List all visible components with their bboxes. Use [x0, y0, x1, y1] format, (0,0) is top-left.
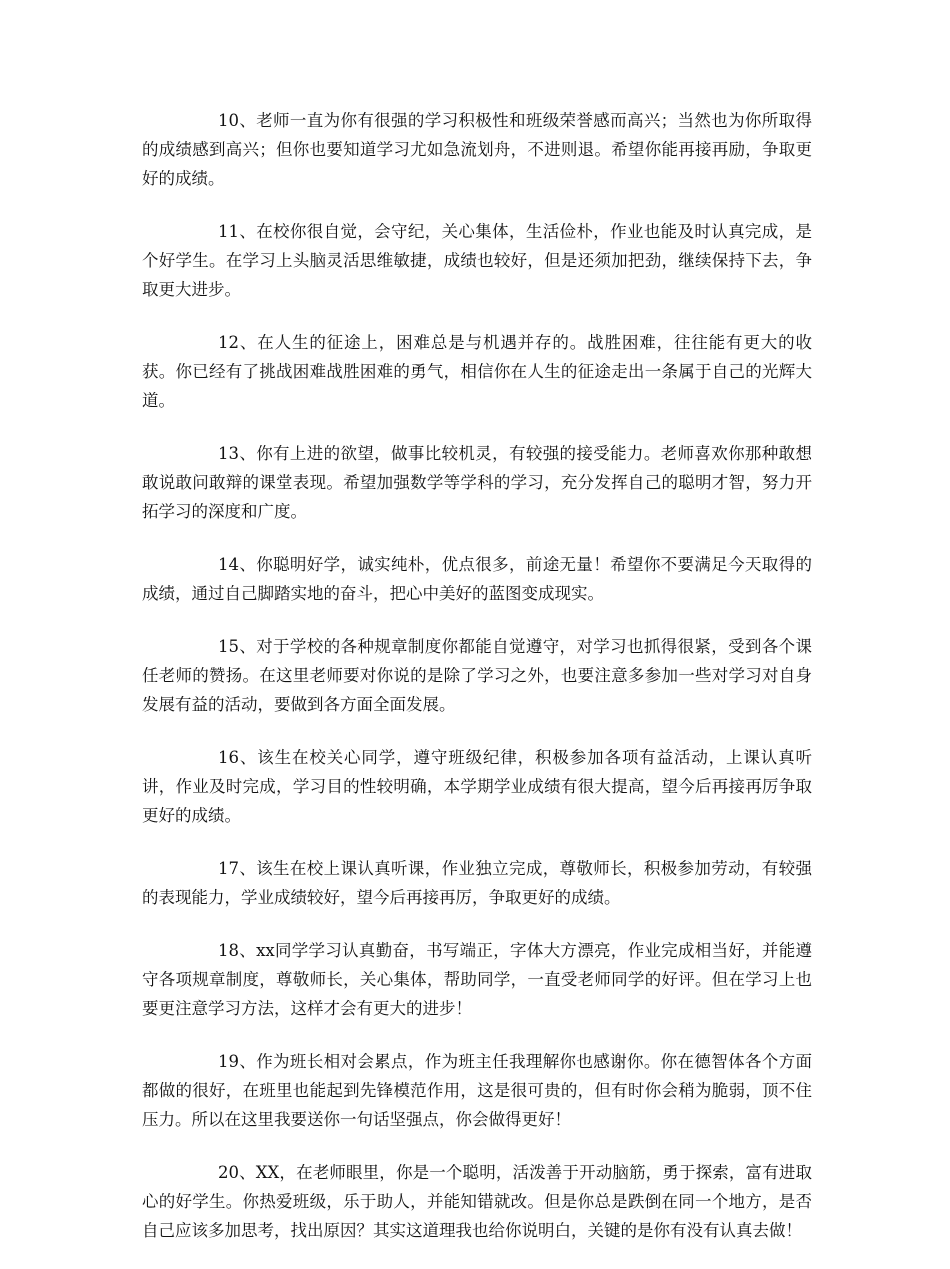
comment-paragraph-13: 13、你有上进的欲望，做事比较机灵，有较强的接受能力。老师喜欢你那种敢想敢说敢问敢辩的课堂表现。希望加强数学等学科的学习，充分发挥自己的聪明才智，努力开拓学习的深度和广度。 [142, 444, 812, 521]
comment-paragraph-14: 14、你聪明好学，诚实纯朴，优点很多，前途无量！希望你不要满足今天取得的成绩，通过自己脚踏实地的奋斗，把心中美好的蓝图变成现实。 [142, 555, 812, 603]
comment-paragraph-11: 11、在校你很自觉，会守纪，关心集体，生活俭朴，作业也能及时认真完成，是个好学生。在学习上头脑灵活思维敏捷，成绩也较好，但是还须加把劲，继续保持下去，争取更大进步。 [142, 222, 812, 299]
comment-paragraph-19: 19、作为班长相对会累点，作为班主任我理解你也感谢你。你在德智体各个方面都做的很好，在班里也能起到先锋模范作用，这是很可贵的，但有时你会稍为脆弱，顶不住压力。所以在这里我要送你一句话坚强点，你会做得更好！ [142, 1052, 812, 1129]
comment-paragraph-17: 17、该生在校上课认真听课，作业独立完成，尊敬师长，积极参加劳动，有较强的表现能力，学业成绩较好，望今后再接再厉，争取更好的成绩。 [142, 859, 812, 907]
comment-paragraph-20: 20、XX，在老师眼里，你是一个聪明，活泼善于开动脑筋，勇于探索，富有进取心的好学生。你热爱班级，乐于助人，并能知错就改。但是你总是跌倒在同一个地方，是否自己应该多加思考，找出原因？其实这道理我也给你说明白，关键的是你有没有认真去做！ [142, 1163, 812, 1240]
comment-paragraph-18: 18、xx同学学习认真勤奋，书写端正，字体大方漂亮，作业完成相当好，并能遵守各项规章制度，尊敬师长，关心集体，帮助同学，一直受老师同学的好评。但在学习上也要更注意学习方法，这样才会有更大的进步！ [142, 941, 812, 1018]
comment-paragraph-16: 16、该生在校关心同学，遵守班级纪律，积极参加各项有益活动，上课认真听讲，作业及时完成，学习目的性较明确，本学期学业成绩有很大提高，望今后再接再厉争取更好的成绩。 [142, 748, 812, 825]
comment-paragraph-10: 10、老师一直为你有很强的学习积极性和班级荣誉感而高兴；当然也为你所取得的成绩感到高兴；但你也要知道学习尤如急流划舟，不进则退。希望你能再接再励，争取更好的成绩。 [142, 111, 812, 188]
comment-paragraph-15: 15、对于学校的各种规章制度你都能自觉遵守，对学习也抓得很紧，受到各个课任老师的赞扬。在这里老师要对你说的是除了学习之外，也要注意多参加一些对学习对自身发展有益的活动，要做到各方面全面发展。 [142, 637, 812, 714]
document-body [142, 106, 812, 1269]
comment-paragraph-12: 12、在人生的征途上，困难总是与机遇并存的。战胜困难，往往能有更大的收获。你已经有了挑战困难战胜困难的勇气，相信你在人生的征途走出一条属于自己的光辉大道。 [142, 333, 812, 410]
